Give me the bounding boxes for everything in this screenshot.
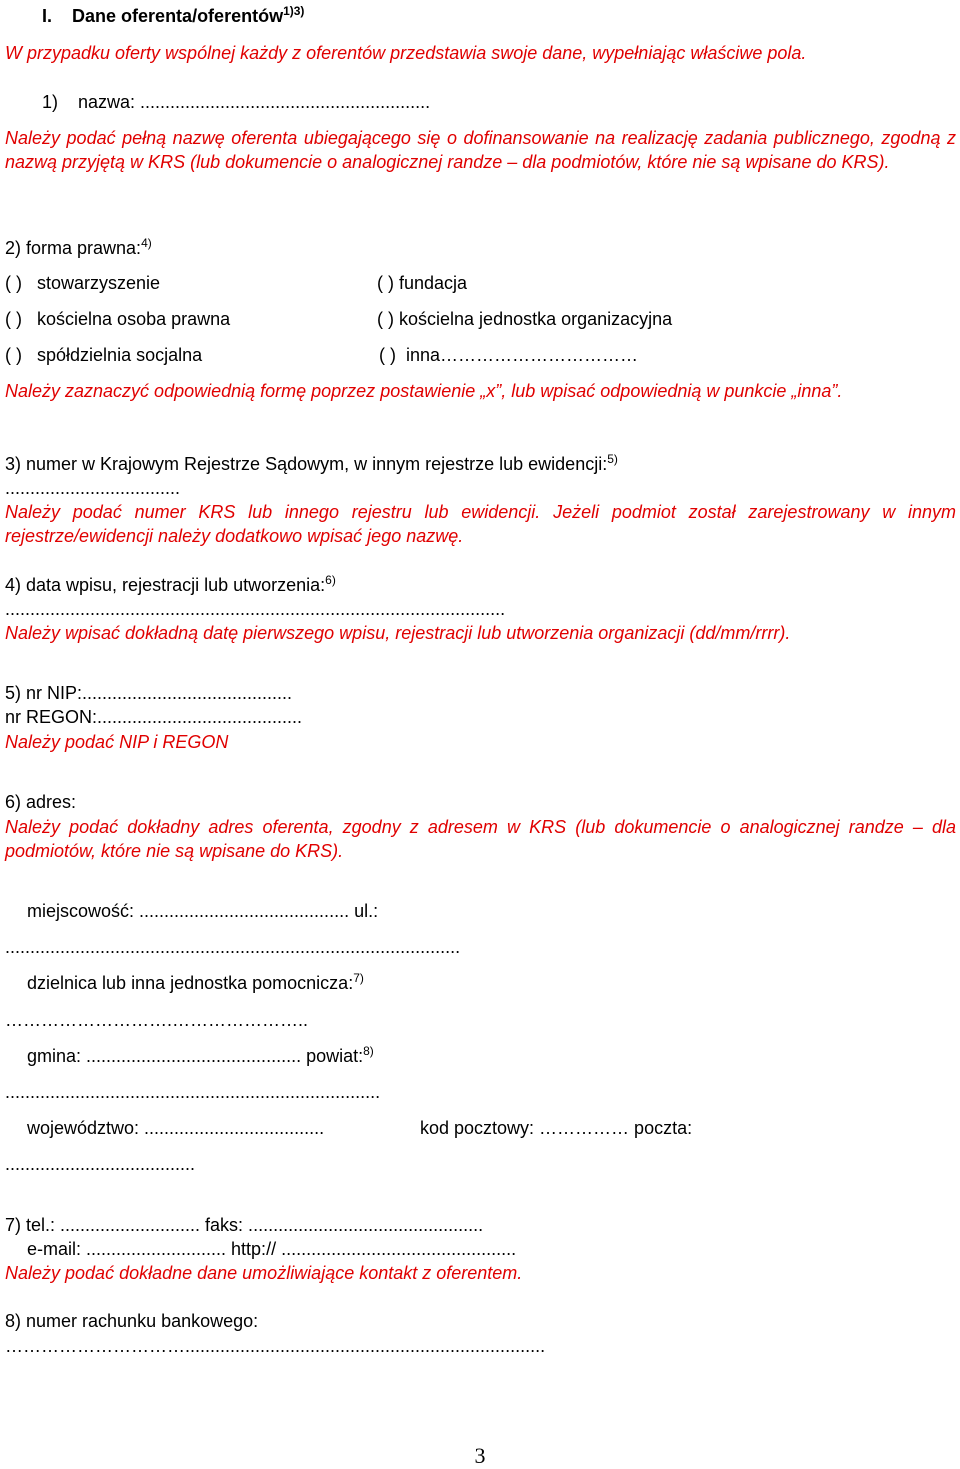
postal-code-field[interactable]: kod pocztowy: …………… poczta: [420, 1118, 693, 1138]
option-label: fundacja [399, 273, 468, 293]
krs-field[interactable]: ................................... [5, 478, 181, 498]
section-header [42, 4, 304, 28]
option-label: kościelna osoba prawna [37, 309, 231, 329]
option-label: inna…………………………… [406, 345, 639, 365]
district-field[interactable]: ……………………….………………….. [5, 1010, 309, 1030]
checkbox[interactable]: ( ) [5, 273, 22, 293]
registration-date-field[interactable]: .................................................................................................... [5, 599, 506, 619]
name-field[interactable]: 1) nazwa: .......................................................... [42, 92, 431, 112]
option-inna[interactable] [379, 343, 638, 367]
option-label: kościelna jednostka organizacyjna [399, 309, 673, 329]
voivodeship-field[interactable]: województwo: .................................... [27, 1118, 325, 1138]
bank-account-field[interactable]: …………………………........................................................................ [5, 1336, 546, 1356]
krs-footnote: 5) [607, 452, 618, 466]
option-stowarzyszenie[interactable] [5, 271, 160, 295]
name-note: Należy podać pełną nazwę oferenta ubiegającego się o dofinansowanie na realizację zadania publicznego, zgodną z nazwą przyjętą w KRS (lub dokumencie o analogicznej randze – dla podmiotów, które nie są wpisane do KRS). [5, 128, 956, 172]
district-label [27, 971, 364, 995]
section-title-footnote: 1)3) [283, 4, 305, 18]
address-label: 6) adres: [5, 792, 77, 812]
legal-form-footnote: 4) [141, 236, 152, 250]
city-street-field[interactable]: miejscowość: .......................................... ul.: [27, 901, 379, 921]
gmina-powiat-text: gmina: ........................................... powiat: [27, 1046, 364, 1066]
email-www-field[interactable]: e-mail: ............................ http:// ............................................... [27, 1239, 517, 1259]
checkbox[interactable]: ( ) [5, 345, 22, 365]
checkbox[interactable]: ( ) [379, 345, 396, 365]
street-dots[interactable]: ........................................................................................... [5, 937, 461, 957]
district-label-text: dzielnica lub inna jednostka pomocnicza: [27, 973, 354, 993]
section-title: Dane oferenta/oferentów [72, 6, 284, 26]
page-number: 3 [474, 1443, 486, 1468]
section-number: I. [42, 6, 53, 26]
phone-fax-field[interactable]: 7) tel.: ............................ faks: ............................................... [5, 1215, 484, 1235]
option-label: spółdzielnia socjalna [37, 345, 203, 365]
krs-label-text: 3) numer w Krajowym Rejestrze Sądowym, w innym rejestrze lub ewidencji: [5, 454, 608, 474]
krs-label [5, 452, 618, 476]
contact-note: Należy podać dokładne dane umożliwiające kontakt z oferentem. [5, 1263, 523, 1283]
checkbox[interactable]: ( ) [377, 273, 394, 293]
option-koscielna-jednostka[interactable] [377, 307, 672, 331]
legal-form-label-text: 2) forma prawna: [5, 238, 142, 258]
registration-date-label [5, 573, 336, 597]
post-office-dots[interactable]: ...................................... [5, 1154, 196, 1174]
bank-account-label: 8) numer rachunku bankowego: [5, 1311, 259, 1331]
legal-form-note: Należy zaznaczyć odpowiednią formę poprzez postawienie „x”, lub wpisać odpowiednią w punkcie „inna”. [5, 381, 843, 401]
powiat-dots[interactable]: ........................................................................... [5, 1082, 381, 1102]
legal-form-label [5, 236, 152, 260]
registration-date-footnote: 6) [325, 573, 336, 587]
registration-date-note: Należy wpisać dokładną datę pierwszego wpisu, rejestracji lub utworzenia organizacji (dd/mm/rrrr). [5, 623, 791, 643]
nip-regon-note: Należy podać NIP i REGON [5, 732, 229, 752]
option-fundacja[interactable] [377, 271, 467, 295]
checkbox[interactable]: ( ) [377, 309, 394, 329]
option-spoldzielnia-socjalna[interactable] [5, 343, 202, 367]
intro-note: W przypadku oferty wspólnej każdy z oferentów przedstawia swoje dane, wypełniając właściwe pola. [5, 43, 807, 63]
checkbox[interactable]: ( ) [5, 309, 22, 329]
option-koscielna-osoba-prawna[interactable] [5, 307, 230, 331]
regon-field[interactable]: nr REGON:......................................... [5, 707, 303, 727]
nip-field[interactable]: 5) nr NIP:.......................................... [5, 683, 293, 703]
registration-date-label-text: 4) data wpisu, rejestracji lub utworzenia: [5, 575, 326, 595]
krs-note: Należy podać numer KRS lub innego rejestru lub ewidencji. Jeżeli podmiot został zarejestrowany w innym rejestrze/ewidencji należy dodatkowo wpisać jego nazwę. [5, 502, 956, 546]
district-footnote: 7) [353, 971, 364, 985]
address-note: Należy podać dokładny adres oferenta, zgodny z adresem w KRS (lub dokumencie o analogicznej randze – dla podmiotów, które nie są wpisane do KRS). [5, 817, 956, 861]
option-label: stowarzyszenie [37, 273, 161, 293]
powiat-footnote: 8) [363, 1044, 374, 1058]
gmina-powiat-field[interactable] [27, 1044, 374, 1068]
